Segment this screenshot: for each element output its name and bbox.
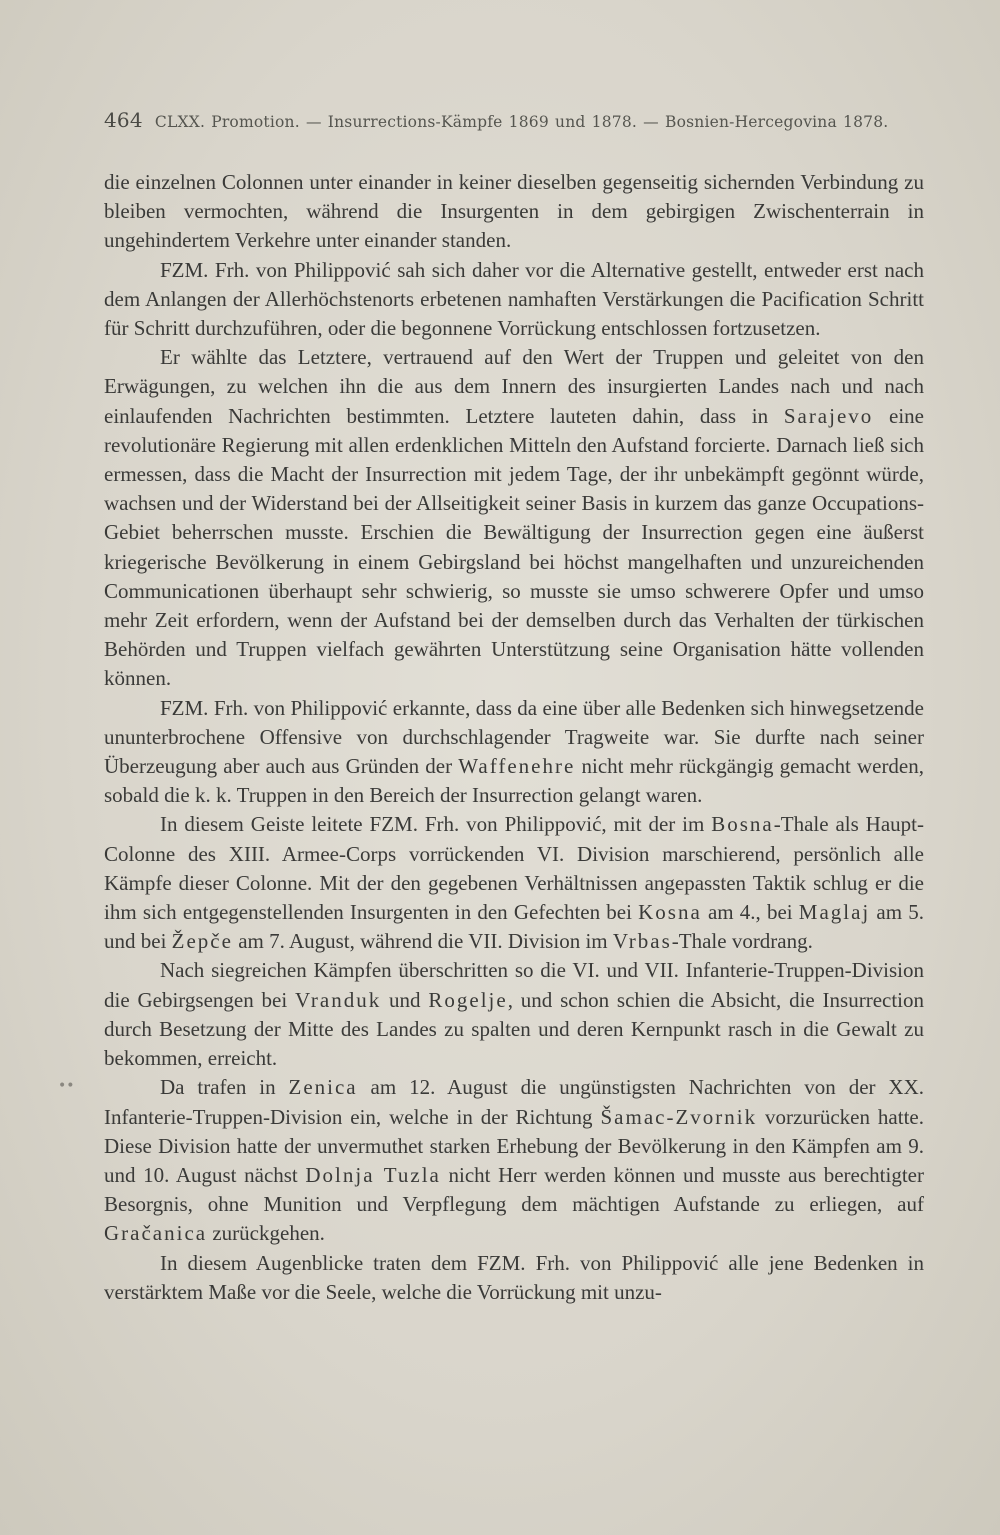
running-title: CLXX. Promotion. — Insurrections-Kämpfe 1869 und 1878. — Bosnien-Hercegovina 1878. (154, 113, 889, 131)
text-run: Nach siegreichen Kämpfen überschritten so die VI. und VII. Infanterie-Truppen-Division die Gebirgsengen bei (104, 958, 924, 1012)
page-number: 464 (104, 108, 143, 132)
text-run: In diesem Geiste leitete FZM. Frh. von Philippović, mit der im (160, 812, 712, 837)
spaced-name: Bosna (711, 812, 774, 837)
spaced-name: Zenica (288, 1075, 358, 1100)
spaced-name: Gračanica (104, 1221, 208, 1246)
spaced-name: Waffenehre (458, 754, 576, 779)
spaced-name: Sarajevo (783, 403, 874, 428)
text-run: am 12. August die ungünstigsten Nachrichten von der XX. Infanterie-Truppen-Division ein, welche in der Richtung (104, 1075, 924, 1129)
text-run: am 4., bei (701, 900, 799, 925)
text-run: vorzurücken hatte. Diese Division hatte der unvermuthet starken Erhebung der Bevölkerung in den Kämpfen am 9. und 10. August nächst (104, 1104, 924, 1187)
text-run: Da trafen in (160, 1075, 289, 1100)
text-run: In diesem Augenblicke traten dem FZM. Frh. von Philippović alle jene Bedenken in verstärktem Maße vor die Seele, welche die Vorrückung mit unzu- (104, 1250, 924, 1304)
text-run: zurückgehen. (207, 1221, 325, 1246)
spaced-name: Žepče (171, 929, 233, 954)
running-header (104, 108, 924, 132)
paragraph (104, 343, 924, 693)
text-run: , und schon schien die Absicht, die Insurrection durch Besetzung der Mitte des Landes zu spalten und deren Kernpunkt rasch in die Gewalt zu bekommen, erreicht. (104, 987, 925, 1071)
text-run: -Thale vordrang. (671, 929, 813, 954)
paragraph (104, 956, 924, 1073)
paragraph (104, 168, 924, 256)
paragraph (104, 1249, 924, 1307)
text-run: nicht Herr werden können und musste aus berechtigter Besorgnis, ohne Munition und Verpflegung dem mächtigen Aufstande zu erliegen, auf (104, 1162, 924, 1217)
text-run: die einzelnen Colonnen unter einander in keiner dieselben gegenseitig sichernden Verbindung zu bleiben vermochten, während die Insurgenten in dem gebirgigen Zwischenterrain in ungehindertem Verkehre unter einander standen. (104, 170, 924, 253)
text-run: am 5. und bei (104, 900, 925, 954)
spaced-name: Vranduk (295, 987, 382, 1012)
text-run: nicht mehr rückgängig gemacht werden, sobald die k. k. Truppen in den Bereich der Insurrection gelangt waren. (104, 754, 925, 808)
text-run: eine revolutionäre Regierung mit allen erdenklichen Mitteln den Aufstand forcierte. Darnach ließ sich ermessen, dass die Macht der Insurrection mit jedem Tage, der ihr unbekämpft gegönnt würde, wachsen und der Widerstand bei der Allseitigkeit seiner Basis in kurzem das ganze Occupations-Gebiet beherrschen musste. Erschien die Bewältigung der Insurrection gegen eine äußerst kriegerische Bevölkerung in einem Gebirgsland bei höchst mangelhaften und unzureichenden Communicationen überhaupt sehr schwierig, so musste sie umso schwerere Opfer und umso mehr Zeit erfordern, wenn der Aufstand bei der demselben durch das Verhalten der türkischen Behörden und Truppen vielfach gewährten Unterstützung seine Organisation hätte vollenden können. (104, 403, 925, 691)
text-run: FZM. Frh. von Philippović erkannte, dass da eine über alle Bedenken sich hinwegsetzende ununterbrochene Offensive von durchschlagender Tragweite war. Sie durfte nach seiner Überzeugung aber auch aus Gründen der (104, 695, 924, 779)
paragraph (104, 694, 924, 811)
margin-mark: •• (58, 1078, 75, 1094)
body-text (104, 168, 924, 1307)
paragraph (104, 256, 924, 344)
spaced-name: Kosna (638, 900, 702, 925)
paragraph (104, 1073, 924, 1248)
spaced-name: Dolnja Tuzla (305, 1162, 441, 1187)
spaced-name: Šamac-Zvornik (600, 1104, 758, 1129)
text-run: am 7. August, während die VII. Division im (232, 929, 613, 954)
text-run: FZM. Frh. von Philippović sah sich daher vor die Alternative gestellt, entweder erst nach dem Anlangen der Allerhöchstenorts erbetenen namhaften Verstärkungen die Pacification Schritt für Schritt durchzuführen, oder die begonnene Vorrückung entschlossen fortzusetzen. (104, 257, 924, 341)
paragraph (104, 810, 924, 956)
text-run: Er wählte das Letztere, vertrauend auf den Wert der Truppen und geleitet von den Erwägungen, zu welchen ihn die aus dem Innern des insurgierten Landes nach und nach einlaufenden Nachrichten bestimmten. Letztere lauteten dahin, dass in (104, 345, 924, 428)
spaced-name: Vrbas (612, 929, 672, 954)
text-run: und (381, 987, 429, 1012)
spaced-name: Maglaj (798, 900, 871, 925)
text-run: -Thale als Haupt-Colonne des XIII. Armee-Corps vorrückenden VI. Division marschierend, persönlich alle Kämpfe dieser Colonne. Mit der den gegebenen Verhältnissen angepassten Taktik schlug er die ihm sich entgegenstellenden Insurgenten in den Gefechten bei (104, 812, 924, 925)
spaced-name: Rogelje (428, 987, 508, 1012)
